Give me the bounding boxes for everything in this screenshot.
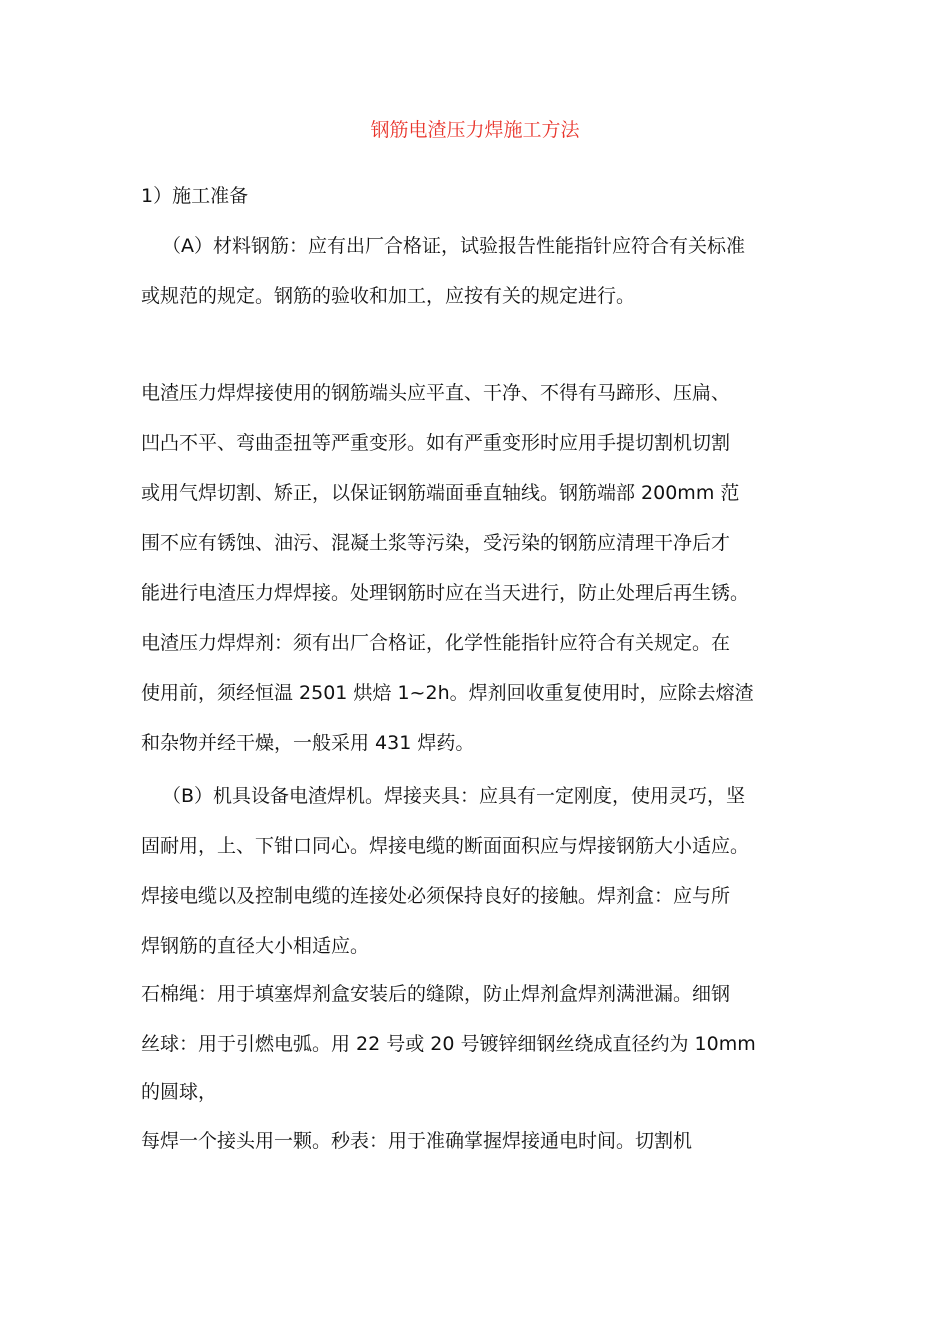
paragraph-line: 或规范的规定。钢筋的验收和加工，应按有关的规定进行。 <box>141 285 636 307</box>
paragraph-line: 和杂物并经干燥，一般采用 431 焊药。 <box>141 732 475 754</box>
paragraph-line: 焊接电缆以及控制电缆的连接处必须保持良好的接触。焊剂盒：应与所 <box>141 885 731 907</box>
document-title: 钢筋电渣压力焊施工方法 <box>370 119 580 141</box>
paragraph-line: 的圆球， <box>141 1081 218 1103</box>
paragraph-line: 丝球：用于引燃电弧。用 22 号或 20 号镀锌细钢丝绕成直径约为 10mm <box>141 1033 756 1055</box>
paragraph-line: 使用前，须经恒温 2501 烘焙 1~2h。焊剂回收重复使用时，应除去熔渣 <box>141 682 754 704</box>
paragraph-line: 或用气焊切割、矫正，以保证钢筋端面垂直轴线。钢筋端部 200mm 范 <box>141 482 740 504</box>
paragraph-line: 凹凸不平、弯曲歪扭等严重变形。如有严重变形时应用手提切割机切割 <box>141 432 731 454</box>
paragraph-line: 石棉绳：用于填塞焊剂盒安装后的缝隙，防止焊剂盒焊剂满泄漏。细钢 <box>141 983 731 1005</box>
paragraph-line: 能进行电渣压力焊焊接。处理钢筋时应在当天进行，防止处理后再生锈。 <box>141 582 750 604</box>
paragraph-line: 电渣压力焊焊剂：须有出厂合格证，化学性能指针应符合有关规定。在 <box>141 632 731 654</box>
paragraph-line: （B）机具设备电渣焊机。焊接夹具：应具有一定刚度，使用灵巧，坚 <box>162 785 746 807</box>
paragraph-line: 固耐用，上、下钳口同心。焊接电缆的断面面积应与焊接钢筋大小适应。 <box>141 835 750 857</box>
paragraph-line: 每焊一个接头用一颗。秒表：用于准确掌握焊接通电时间。切割机 <box>141 1130 693 1152</box>
section-heading-preparation: 1）施工准备 <box>141 185 249 207</box>
paragraph-line: 围不应有锈蚀、油污、混凝土浆等污染，受污染的钢筋应清理干净后才 <box>141 532 731 554</box>
paragraph-line: 焊钢筋的直径大小相适应。 <box>141 935 370 957</box>
paragraph-line: 电渣压力焊焊接使用的钢筋端头应平直、干净、不得有马蹄形、压扁、 <box>141 382 731 404</box>
paragraph-line: （A）材料钢筋：应有出厂合格证，试验报告性能指针应符合有关标准 <box>162 235 745 257</box>
